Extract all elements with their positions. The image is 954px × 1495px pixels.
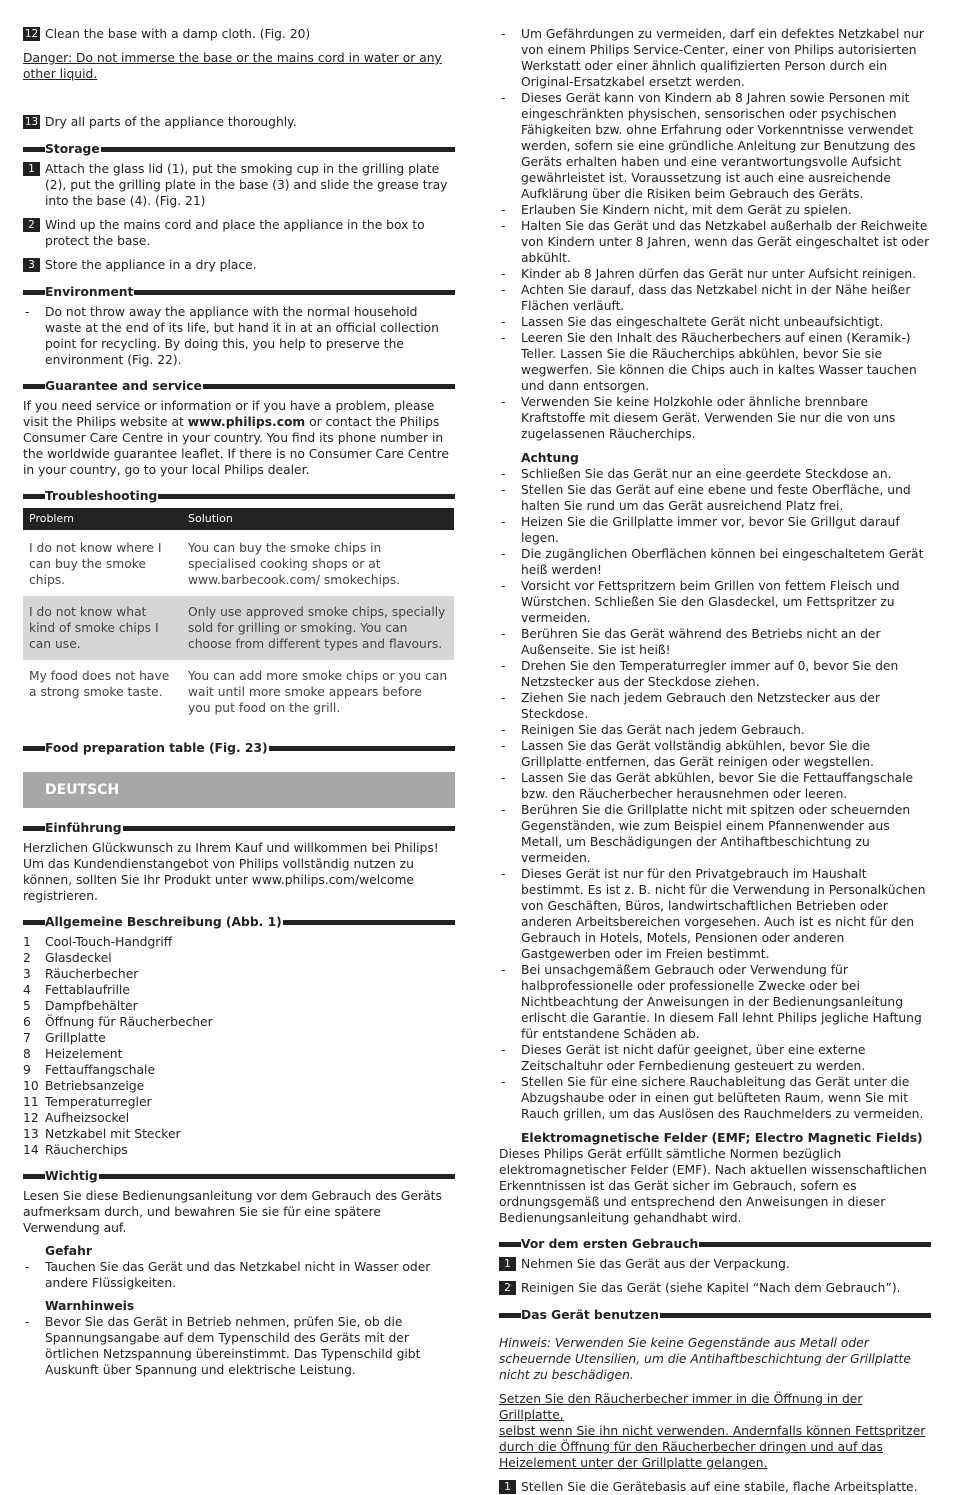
item-number: 4	[23, 983, 31, 997]
bullet-text: Do not throw away the appliance with the normal household waste at the end of its life, but hand it in at an official collection point for recycling. By doing this, you help to preserve the environment (Fig. 22).	[45, 305, 439, 367]
bullet-text: Achten Sie darauf, dass das Netzkabel nicht in der Nähe heißer Flächen verläuft.	[521, 283, 911, 313]
bullet-text: Halten Sie das Gerät und das Netzkabel außerhalb der Reichweite von Kindern unter 8 Jahren, wenn das Gerät eingeschaltet ist oder abkühlt.	[521, 219, 930, 265]
item-number: 8	[23, 1047, 31, 1061]
section-title: Wichtig	[45, 1169, 98, 1183]
list-item	[23, 1110, 455, 1126]
column-header-solution: Solution	[182, 508, 454, 530]
step-text: Clean the base with a damp cloth. (Fig. 20)	[45, 27, 311, 41]
emf-heading: Elektromagnetische Felder (EMF; Electro Magnetic Fields)	[521, 1131, 923, 1145]
vor-step	[499, 1280, 931, 1296]
section-title: Einführung	[45, 821, 122, 835]
guarantee-pre: If you need service or information or if you have a problem, please visit the Philips website at	[23, 399, 435, 429]
item-text: Dampfbehälter	[45, 999, 138, 1013]
warnhinweis-heading: Warnhinweis	[45, 1299, 135, 1313]
item-number: 10	[23, 1079, 39, 1093]
list-item	[23, 1030, 455, 1046]
list-item: - Schließen Sie das Gerät nur an eine geerdete Steckdose an.	[501, 467, 892, 481]
item-text: Fettauffangschale	[45, 1063, 156, 1077]
item-text: Grillplatte	[45, 1031, 106, 1045]
section-environment	[23, 284, 455, 300]
item-text: Öffnung für Räucherbecher	[45, 1015, 213, 1029]
solution-cell: Only use approved smoke chips, specially sold for grilling or smoking. You can choose from different types and flavours.	[182, 596, 454, 660]
list-item	[23, 1014, 455, 1030]
table-row	[23, 660, 454, 724]
list-item: - Kinder ab 8 Jahren dürfen das Gerät nur unter Aufsicht reinigen.	[501, 267, 917, 281]
list-item: - Heizen Sie die Grillplatte immer vor, bevor Sie Grillgut darauf legen.	[501, 515, 900, 545]
bullet-text: Drehen Sie den Temperaturregler immer auf 0, bevor Sie den Netzstecker aus der Steckdose ziehen.	[521, 659, 899, 689]
wichtig-text: Lesen Sie diese Bedienungsanleitung vor dem Gebrauch des Geräts aufmerksam durch, und bewahren Sie sie für eine spätere Verwendung auf.	[23, 1189, 442, 1235]
list-item: - Berühren Sie das Gerät während des Betriebs nicht an der Außenseite. Sie ist heiß!	[501, 627, 881, 657]
solution-cell: You can buy the smoke chips in specialised cooking shops or at www.barbecook.com/ smokechips.	[188, 541, 401, 587]
list-item: - Berühren Sie die Grillplatte nicht mit spitzen oder scheuernden Gegenständen, wie zum Beispiel einem Pfannenwender aus Metall, um Beschädigungen der Antihaftbeschichtung zu vermeiden.	[501, 803, 911, 865]
item-number: 11	[23, 1095, 39, 1109]
bullet-text: Stellen Sie für eine sichere Rauchableitung das Gerät unter die Abzugshaube oder in einen gut belüfteten Raum, wenn Sie mit Rauch grillen, um das Auslösen des Rauchmelders zu vermeiden.	[521, 1075, 924, 1121]
bullet-text: Leeren Sie den Inhalt des Räucherbechers auf einen (Keramik-) Teller. Lassen Sie die Räucherchips abkühlen, bevor Sie sie wegwerfen. Sie können die Chips auch in kaltes Wasser tauchen und dann entsorgen.	[521, 331, 917, 393]
item-text: Fettablaufrille	[45, 983, 130, 997]
list-item	[23, 966, 455, 982]
list-item: - Um Gefährdungen zu vermeiden, darf ein defektes Netzkabel nur von einem Philips Service-Center, einer von Philips autorisierten Werkstatt oder einer ähnlich qualifizierten Person durch ein Original-Ersatzkabel ersetzt werden.	[501, 27, 924, 89]
storage-step	[23, 257, 455, 273]
guarantee-text	[23, 398, 455, 478]
list-item: - Bei unsachgemäßem Gebrauch oder Verwendung für halbprofessionelle oder professionelle Zwecke oder bei Nichtbeachtung der Anweisungen in der Bedienungsanleitung erlischt die Garantie. In diesem Fall lehnt Philips jegliche Haftung für entstandene Schäden ab.	[501, 963, 922, 1041]
list-item: - Verwenden Sie keine Holzkohle oder ähnliche brennbare Kraftstoffe mit diesem Gerät. Verwenden Sie nur die von uns zugelassenen Räucherchips.	[501, 395, 896, 441]
column-header-problem: Problem	[23, 508, 182, 530]
hinweis-note: Hinweis: Verwenden Sie keine Gegenstände aus Metall oder scheuernde Utensilien, um die Antihaftbeschichtung der Grillplatte nicht zu beschädigen.	[499, 1336, 911, 1382]
list-item: - Achten Sie darauf, dass das Netzkabel nicht in der Nähe heißer Flächen verläuft.	[501, 283, 911, 313]
list-item: - Drehen Sie den Temperaturregler immer auf 0, bevor Sie den Netzstecker aus der Steckdose ziehen.	[501, 659, 899, 689]
section-title: Vor dem ersten Gebrauch	[521, 1237, 699, 1251]
item-number: 2	[23, 951, 31, 965]
danger-line: Danger: Do not immerse the base or the mains cord in water or any	[23, 51, 442, 65]
gefahr-item: - Tauchen Sie das Gerät und das Netzkabel nicht in Wasser oder andere Flüssigkeiten.	[25, 1260, 431, 1290]
list-item	[23, 982, 455, 998]
section-beschreibung	[23, 914, 455, 930]
danger-line: other liquid.	[23, 67, 98, 81]
bullet-text: Tauchen Sie das Gerät und das Netzkabel nicht in Wasser oder andere Flüssigkeiten.	[45, 1260, 431, 1290]
step-text: Dry all parts of the appliance thoroughly.	[45, 115, 297, 129]
list-item: - Lassen Sie das Gerät abkühlen, bevor Sie die Fettauffangschale bzw. den Räucherbecher herausnehmen oder leeren.	[501, 771, 914, 801]
list-item: - Dieses Gerät ist nur für den Privatgebrauch im Haushalt bestimmt. Es ist z. B. nicht für die Verwendung in Personalküchen von Geschäften, Büros, landwirtschaftlichen Betrieben oder anderen Arbeitsbereichen vorgesehen. Auch ist es nicht für den Gebrauch in Hotels, Motels, Pensionen oder anderen Gastgewerben oder im Freien bestimmt.	[501, 867, 926, 961]
bullet-text: Bevor Sie das Gerät in Betrieb nehmen, prüfen Sie, ob die Spannungsangabe auf dem Typenschild des Geräts mit der örtlichen Netzspannung übereinstimmt. Das Typenschild gibt Auskunft über Spannung und elektrische Leistung.	[45, 1315, 421, 1377]
section-title: Allgemeine Beschreibung (Abb. 1)	[45, 915, 282, 929]
item-number: 14	[23, 1143, 39, 1157]
section-einfuehrung	[23, 820, 455, 836]
item-number: 12	[23, 1111, 39, 1125]
underlined-warning	[499, 1391, 931, 1471]
table-row	[23, 596, 454, 660]
bullet-text: Dieses Gerät kann von Kindern ab 8 Jahren sowie Personen mit eingeschränkten physischen, sensorischen oder psychischen Fähigkeiten bzw. ohne Erfahrung oder Vorkenntnisse verwendet werden, sofern sie eine gründliche Anleitung zur Benutzung des Geräts erhalten haben und eine verantwortungsvolle Aufsicht gewährleistet ist. Voraussetzung ist auch eine ausreichende Aufklärung über die Risiken beim Gebrauch des Geräts.	[521, 91, 916, 201]
storage-step	[23, 217, 455, 249]
achtung-list	[499, 466, 931, 1122]
list-item: - Dieses Gerät ist nicht dafür geeignet, über eine externe Zeitschaltuhr oder Fernbedienung gesteuert zu werden.	[501, 1043, 866, 1073]
list-item	[23, 1062, 455, 1078]
list-item: - Stellen Sie für eine sichere Rauchableitung das Gerät unter die Abzugshaube oder in einen gut belüfteten Raum, wenn Sie mit Rauch grillen, um das Auslösen des Rauchmelders zu vermeiden.	[501, 1075, 924, 1121]
bullet-text: Vorsicht vor Fettspritzern beim Grillen von fettem Fleisch und Würstchen. Schließen Sie den Glasdeckel, um Fettspritzer zu vermeiden.	[521, 579, 900, 625]
bullet-text: Erlauben Sie Kindern nicht, mit dem Gerät zu spielen.	[521, 203, 852, 217]
step-13	[23, 114, 455, 130]
section-title: Food preparation table (Fig. 23)	[45, 741, 268, 755]
einfuehrung-text: Herzlichen Glückwunsch zu Ihrem Kauf und willkommen bei Philips! Um das Kundendienstangebot von Philips vollständig nutzen zu können, sollten Sie Ihr Produkt unter www.philips.com/welcome registrieren.	[23, 841, 439, 903]
section-storage	[23, 141, 455, 157]
bullet-text: Stellen Sie das Gerät auf eine ebene und feste Oberfläche, und halten Sie rund um das Gerät ausreichend Platz frei.	[521, 483, 911, 513]
list-item: - Dieses Gerät kann von Kindern ab 8 Jahren sowie Personen mit eingeschränkten physischen, sensorischen oder psychischen Fähigkeiten bzw. ohne Erfahrung oder Vorkenntnisse verwendet werden, sofern sie eine gründliche Anleitung zur Benutzung des Geräts erhalten haben und eine verantwortungsvolle Aufsicht gewährleistet ist. Voraussetzung ist auch eine ausreichende Aufklärung über die Risiken beim Gebrauch des Geräts.	[501, 91, 916, 201]
warning-line: durch die Öffnung für den Räucherbecher dringen und auf das	[499, 1440, 883, 1454]
step-text: Attach the glass lid (1), put the smoking cup in the grilling plate (2), put the grilling plate in the base (3) and slide the grease tray into the base (4). (Fig. 21)	[45, 162, 448, 208]
benutzen-step	[499, 1479, 931, 1495]
bullet-text: Lassen Sie das eingeschaltete Gerät nicht unbeaufsichtigt.	[521, 315, 884, 329]
danger-note	[23, 50, 455, 82]
item-text: Räucherbecher	[45, 967, 139, 981]
warnhinweis-item: - Bevor Sie das Gerät in Betrieb nehmen, prüfen Sie, ob die Spannungsangabe auf dem Typenschild des Geräts mit der örtlichen Netzspannung übereinstimmt. Das Typenschild gibt Auskunft über Spannung und elektrische Leistung.	[25, 1315, 421, 1377]
list-item: - Lassen Sie das eingeschaltete Gerät nicht unbeaufsichtigt.	[501, 315, 884, 329]
item-text: Glasdeckel	[45, 951, 112, 965]
bullet-text: Schließen Sie das Gerät nur an eine geerdete Steckdose an.	[521, 467, 892, 481]
step-number: 3	[23, 258, 40, 272]
right-column	[499, 26, 931, 1495]
section-das-geraet-benutzen	[499, 1307, 931, 1323]
item-number: 7	[23, 1031, 31, 1045]
step-text: Wind up the mains cord and place the appliance in the box to protect the base.	[45, 218, 425, 248]
section-guarantee	[23, 378, 455, 394]
problem-cell: I do not know what kind of smoke chips I can use.	[23, 596, 182, 660]
section-title: Environment	[45, 285, 134, 299]
environment-text: - Do not throw away the appliance with the normal household waste at the end of its life, but hand it in at an official collection point for recycling. By doing this, you help to preserve the environment (Fig. 22).	[25, 305, 439, 367]
warning-line: Heizelement unter der Grillplatte gelangen.	[499, 1456, 768, 1470]
list-item: - Ziehen Sie nach jedem Gebrauch den Netzstecker aus der Steckdose.	[501, 691, 880, 721]
list-item: - Die zugänglichen Oberflächen können bei eingeschaltetem Gerät heiß werden!	[501, 547, 924, 577]
step-text: Store the appliance in a dry place.	[45, 258, 257, 272]
step-text: Nehmen Sie das Gerät aus der Verpackung.	[521, 1257, 790, 1271]
problem-cell: My food does not have a strong smoke taste.	[29, 669, 170, 699]
list-item	[23, 1094, 455, 1110]
vor-step	[499, 1256, 931, 1272]
bullet-text: Dieses Gerät ist nur für den Privatgebrauch im Haushalt bestimmt. Es ist z. B. nicht für die Verwendung in Personalküchen von Geschäften, Büros, landwirtschaftlichen Betrieben oder anderen Arbeitsbereichen vorgesehen. Auch ist es nicht für den Gebrauch in Hotels, Motels, Pensionen oder anderen Gastgewerben oder im Freien bestimmt.	[521, 867, 926, 961]
list-item: - Lassen Sie das Gerät vollständig abkühlen, bevor Sie die Grillplatte entfernen, das Gerät reinigen oder wegstellen.	[501, 739, 874, 769]
table-row	[23, 530, 454, 596]
item-number: 5	[23, 999, 31, 1013]
section-title: Das Gerät benutzen	[521, 1308, 659, 1322]
bullet-text: Reinigen Sie das Gerät nach jedem Gebrauch.	[521, 723, 805, 737]
list-item	[23, 1046, 455, 1062]
philips-link[interactable]: www.philips.com	[187, 415, 306, 429]
list-item: - Erlauben Sie Kindern nicht, mit dem Gerät zu spielen.	[501, 203, 852, 217]
list-item	[23, 934, 455, 950]
guarantee-post: or contact the Philips Consumer Care Centre in your country. You find its phone number in the worldwide guarantee leaflet. If there is no Consumer Care Centre in your country, go to your local Philips dealer.	[23, 415, 449, 477]
section-food-table	[23, 740, 455, 756]
solution-cell: You can add more smoke chips or you can wait until more smoke appears before you put food on the grill.	[188, 669, 448, 715]
bullet-text: Verwenden Sie keine Holzkohle oder ähnliche brennbare Kraftstoffe mit diesem Gerät. Verwenden Sie nur die von uns zugelassenen Räucherchips.	[521, 395, 896, 441]
bullet-text: Ziehen Sie nach jedem Gebrauch den Netzstecker aus der Steckdose.	[521, 691, 880, 721]
item-number: 9	[23, 1063, 31, 1077]
list-item	[23, 950, 455, 966]
list-item: - Vorsicht vor Fettspritzern beim Grillen von fettem Fleisch und Würstchen. Schließen Sie den Glasdeckel, um Fettspritzer zu vermeiden.	[501, 579, 900, 625]
section-wichtig	[23, 1168, 455, 1184]
step-12	[23, 26, 455, 42]
step-number: 1	[23, 162, 40, 176]
emf-text: Dieses Philips Gerät erfüllt sämtliche Normen bezüglich elektromagnetischer Felder (EMF). Nach aktuellen wissenschaftlichen Erkenntnissen ist das Gerät sicher im Gebrauch, sofern es ordnungsgemäß und entsprechend den Anweisungen in dieser Bedienungsanleitung gehandhabt wird.	[499, 1147, 927, 1225]
bullet-text: Berühren Sie die Grillplatte nicht mit spitzen oder scheuernden Gegenständen, wie zum Beispiel einem Pfannenwender aus Metall, um Beschädigungen der Antihaftbeschichtung zu vermeiden.	[521, 803, 911, 865]
language-header: DEUTSCH	[23, 772, 455, 808]
bullet-text: Bei unsachgemäßem Gebrauch oder Verwendung für halbprofessionelle oder professionelle Zwecke oder bei Nichtbeachtung der Anweisungen in der Bedienungsanleitung erlischt die Garantie. In diesem Fall lehnt Philips jegliche Haftung für entstandene Schäden ab.	[521, 963, 922, 1041]
item-text: Heizelement	[45, 1047, 123, 1061]
list-item	[23, 1142, 455, 1158]
achtung-heading: Achtung	[521, 451, 579, 465]
list-item	[23, 1078, 455, 1094]
item-text: Betriebsanzeige	[45, 1079, 145, 1093]
bullet-text: Dieses Gerät ist nicht dafür geeignet, über eine externe Zeitschaltuhr oder Fernbedienung gesteuert zu werden.	[521, 1043, 866, 1073]
item-number: 13	[23, 1127, 39, 1141]
step-number: 1	[499, 1480, 516, 1494]
problem-cell: I do not know where I can buy the smoke chips.	[29, 541, 162, 587]
step-number: 2	[23, 218, 40, 232]
step-number: 1	[499, 1257, 516, 1271]
section-troubleshooting	[23, 488, 455, 504]
step-number: 12	[24, 28, 39, 40]
section-vor-dem-ersten-gebrauch	[499, 1236, 931, 1252]
table-header-row	[23, 508, 454, 530]
item-text: Netzkabel mit Stecker	[45, 1127, 181, 1141]
item-text: Cool-Touch-Handgriff	[45, 935, 173, 949]
list-item: - Stellen Sie das Gerät auf eine ebene und feste Oberfläche, und halten Sie rund um das Gerät ausreichend Platz frei.	[501, 483, 911, 513]
bullet-text: Lassen Sie das Gerät vollständig abkühlen, bevor Sie die Grillplatte entfernen, das Gerät reinigen oder wegstellen.	[521, 739, 874, 769]
step-number: 13	[24, 116, 39, 128]
step-text: Stellen Sie die Gerätebasis auf eine stabile, flache Arbeitsplatte.	[521, 1480, 918, 1494]
section-title: Storage	[45, 142, 100, 156]
item-text: Aufheizsockel	[45, 1111, 130, 1125]
bullet-text: Lassen Sie das Gerät abkühlen, bevor Sie die Fettauffangschale bzw. den Räucherbecher herausnehmen oder leeren.	[521, 771, 914, 801]
list-item: - Halten Sie das Gerät und das Netzkabel außerhalb der Reichweite von Kindern unter 8 Jahren, wenn das Gerät eingeschaltet ist oder abkühlt.	[501, 219, 930, 265]
warning-line: selbst wenn Sie ihn nicht verwenden. Andernfalls können Fettspritzer	[499, 1424, 926, 1438]
item-text: Temperaturregler	[45, 1095, 152, 1109]
section-title: Troubleshooting	[45, 489, 158, 503]
item-number: 3	[23, 967, 31, 981]
item-number: 1	[23, 935, 31, 949]
item-number: 6	[23, 1015, 31, 1029]
step-number: 2	[499, 1281, 516, 1295]
list-item: - Leeren Sie den Inhalt des Räucherbechers auf einen (Keramik-) Teller. Lassen Sie die Räucherchips abkühlen, bevor Sie sie wegwerfen. Sie können die Chips auch in kaltes Wasser tauchen und dann entsorgen.	[501, 331, 917, 393]
bullet-text: Die zugänglichen Oberflächen können bei eingeschaltetem Gerät heiß werden!	[521, 547, 924, 577]
warning-line: Setzen Sie den Räucherbecher immer in die Öffnung in der Grillplatte,	[499, 1392, 863, 1422]
list-item	[23, 998, 455, 1014]
bullet-text: Kinder ab 8 Jahren dürfen das Gerät nur unter Aufsicht reinigen.	[521, 267, 917, 281]
warning-list	[499, 26, 931, 442]
parts-list	[23, 934, 455, 1158]
storage-step	[23, 161, 455, 209]
list-item: - Reinigen Sie das Gerät nach jedem Gebrauch.	[501, 723, 805, 737]
bullet-text: Berühren Sie das Gerät während des Betriebs nicht an der Außenseite. Sie ist heiß!	[521, 627, 881, 657]
left-column	[23, 26, 455, 1378]
bullet-text: Um Gefährdungen zu vermeiden, darf ein defektes Netzkabel nur von einem Philips Service-Center, einer von Philips autorisierten Werkstatt oder einer ähnlich qualifizierten Person durch ein Original-Ersatzkabel ersetzt werden.	[521, 27, 924, 89]
list-item	[23, 1126, 455, 1142]
troubleshooting-table	[23, 508, 454, 724]
step-text: Reinigen Sie das Gerät (siehe Kapitel “Nach dem Gebrauch”).	[521, 1281, 901, 1295]
section-title: Guarantee and service	[45, 379, 202, 393]
item-text: Räucherchips	[45, 1143, 128, 1157]
gefahr-heading: Gefahr	[45, 1244, 92, 1258]
bullet-text: Heizen Sie die Grillplatte immer vor, bevor Sie Grillgut darauf legen.	[521, 515, 900, 545]
